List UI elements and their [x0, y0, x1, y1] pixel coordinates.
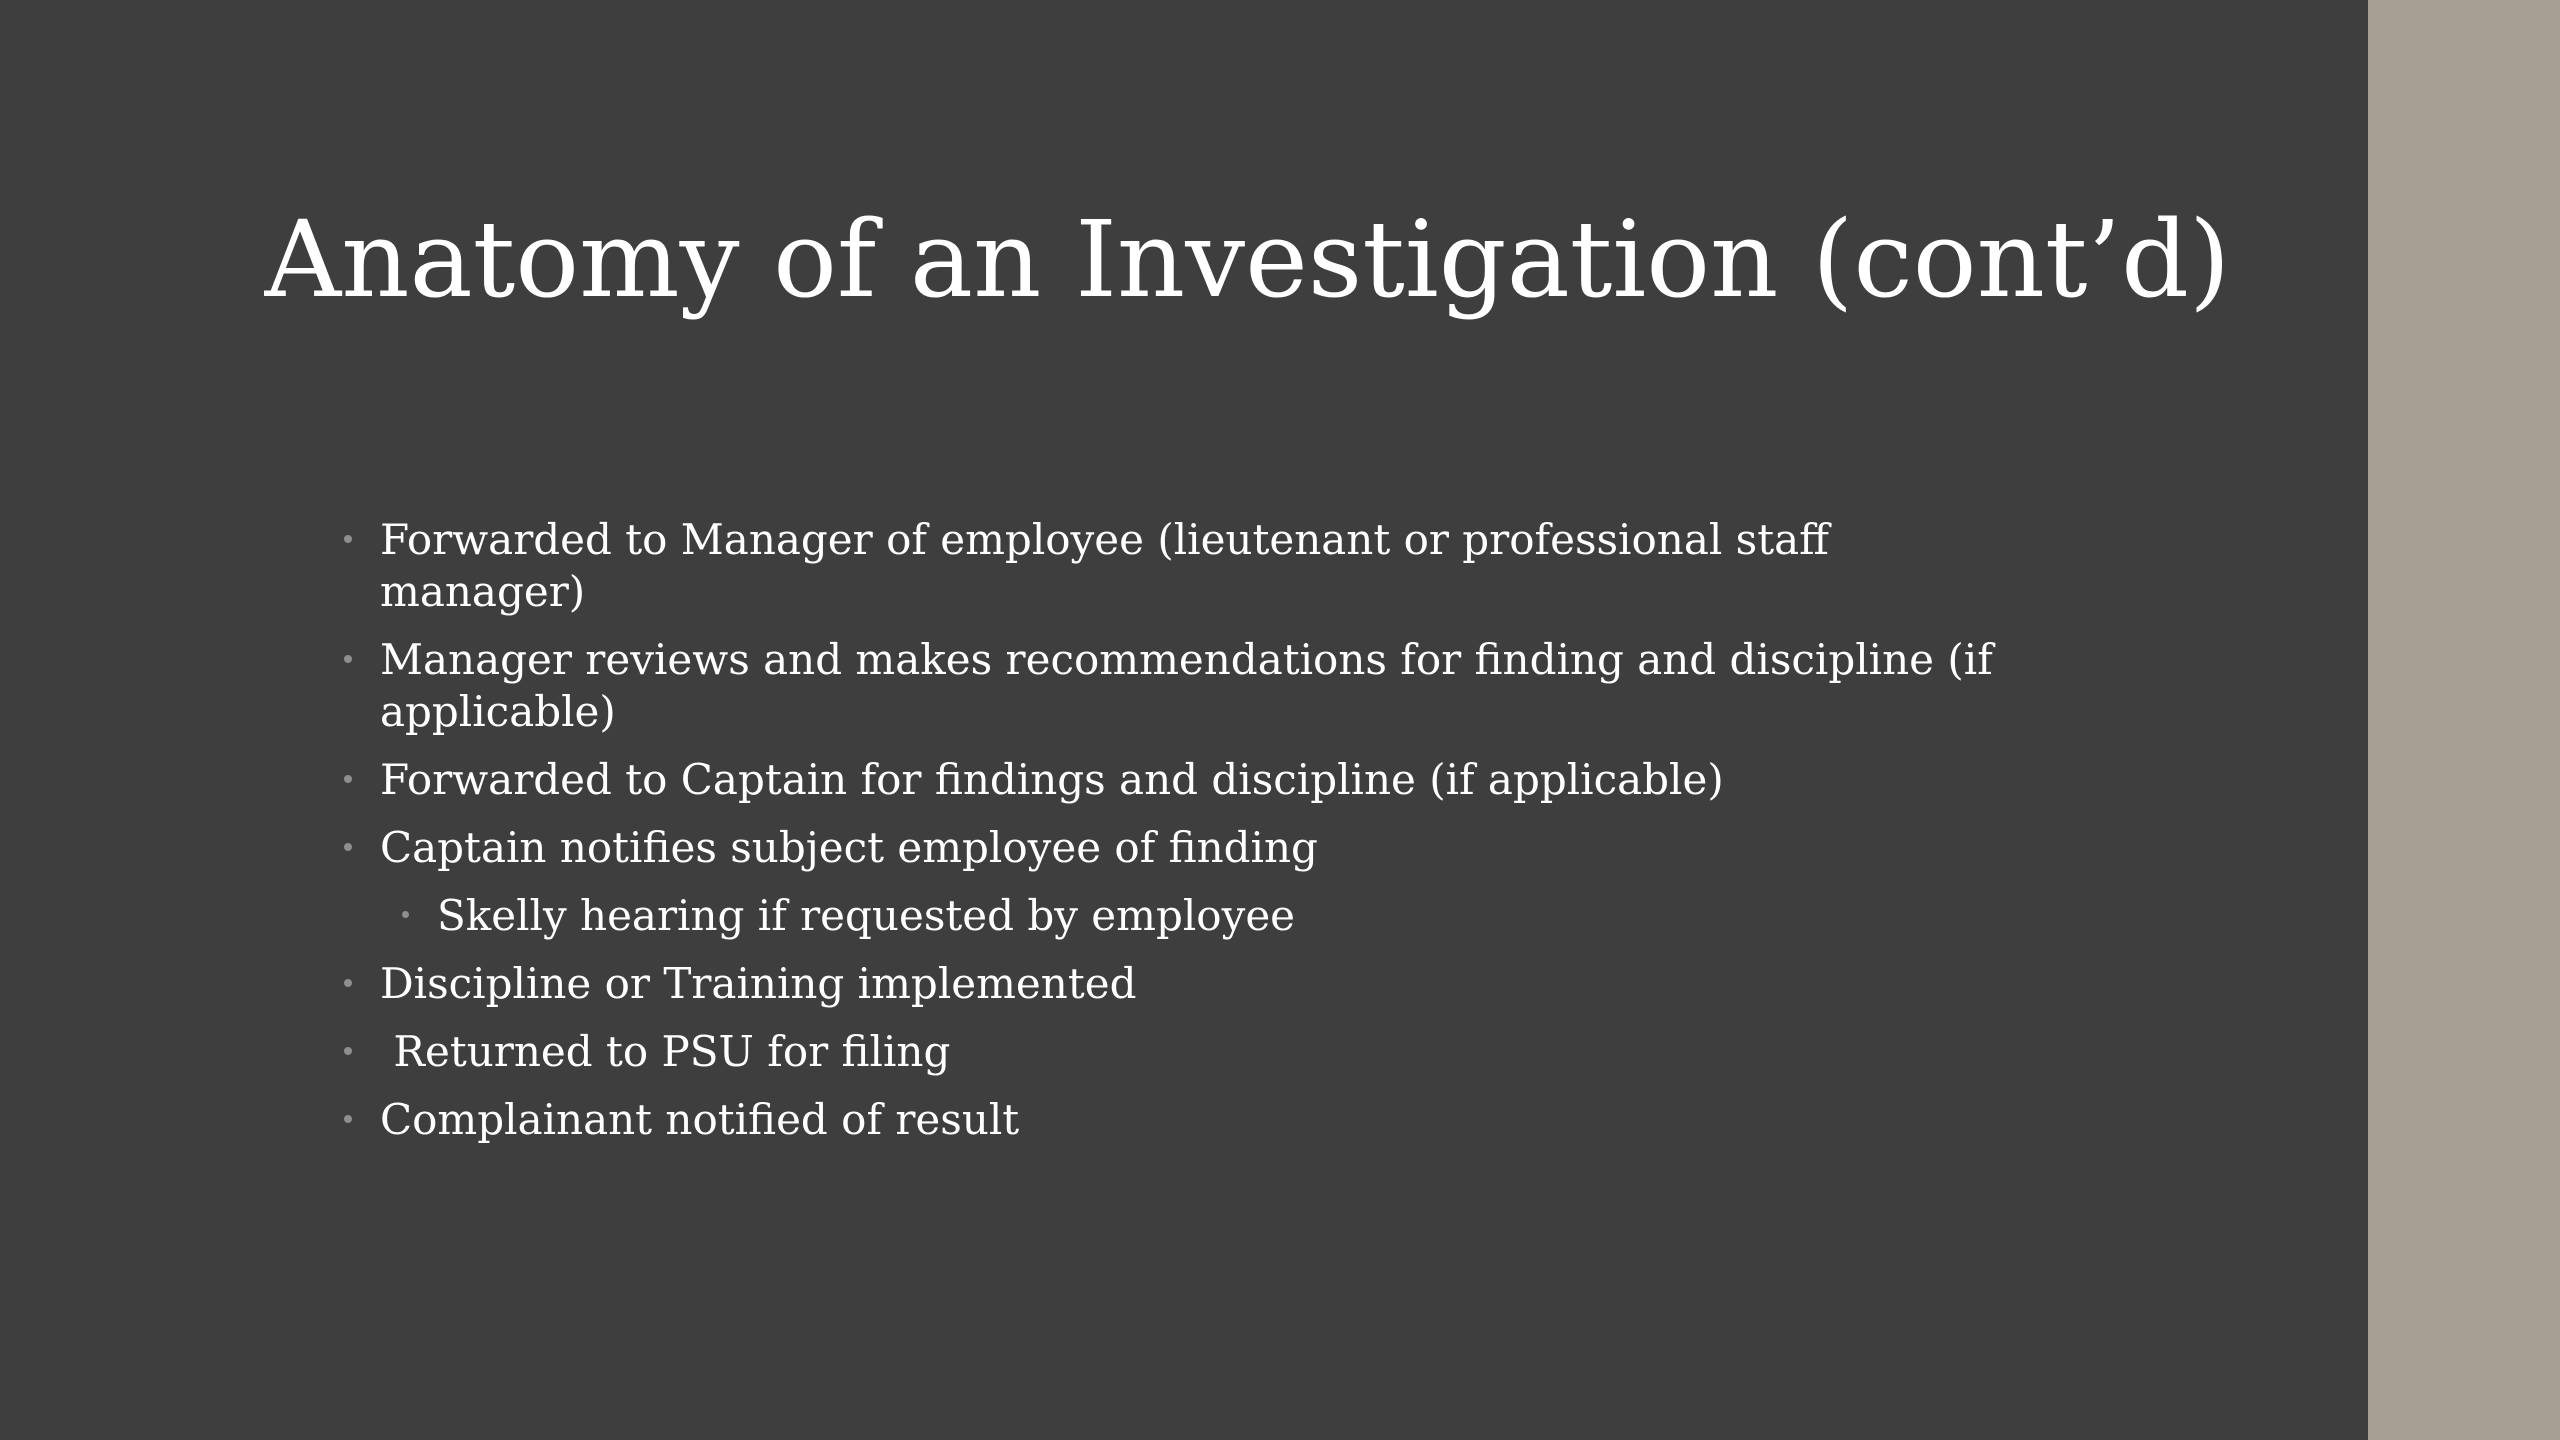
bullet-text: Forwarded to Manager of employee (lieutenant or professional staff manager): [380, 515, 1829, 616]
bullet-item: [340, 754, 2040, 806]
bullet-list: [340, 514, 2040, 1162]
bullet-item: [340, 958, 2040, 1010]
bullet-item: [340, 1026, 2040, 1078]
bullet-text: Manager reviews and makes recommendations for finding and discipline (if applicable): [380, 635, 1993, 736]
bullet-dot-icon: [344, 843, 352, 851]
bullet-item: [340, 514, 2040, 618]
bullet-text: Discipline or Training implemented: [380, 959, 1137, 1008]
slide-title: Anatomy of an Investigation (cont’d): [264, 198, 2231, 321]
bullet-text: Returned to PSU for filing: [380, 1027, 951, 1076]
bullet-dot-icon: [344, 535, 352, 543]
bullet-text: Complainant notified of result: [380, 1095, 1020, 1144]
bullet-dot-icon: [344, 775, 352, 783]
bullet-dot-icon: [344, 1115, 352, 1123]
bullet-text: Forwarded to Captain for findings and discipline (if applicable): [380, 755, 1724, 804]
accent-strip: [2368, 0, 2560, 1440]
bullet-text: Skelly hearing if requested by employee: [437, 891, 1296, 940]
bullet-item: [340, 634, 2040, 738]
bullet-text: Captain notifies subject employee of finding: [380, 823, 1318, 872]
bullet-dot-icon: [344, 1047, 352, 1055]
bullet-dot-icon: [344, 979, 352, 987]
bullet-item: [340, 822, 2040, 874]
bullet-dot-icon: [402, 911, 409, 918]
bullet-item: [340, 1094, 2040, 1146]
sub-bullet-item: [340, 890, 2040, 942]
bullet-dot-icon: [344, 655, 352, 663]
